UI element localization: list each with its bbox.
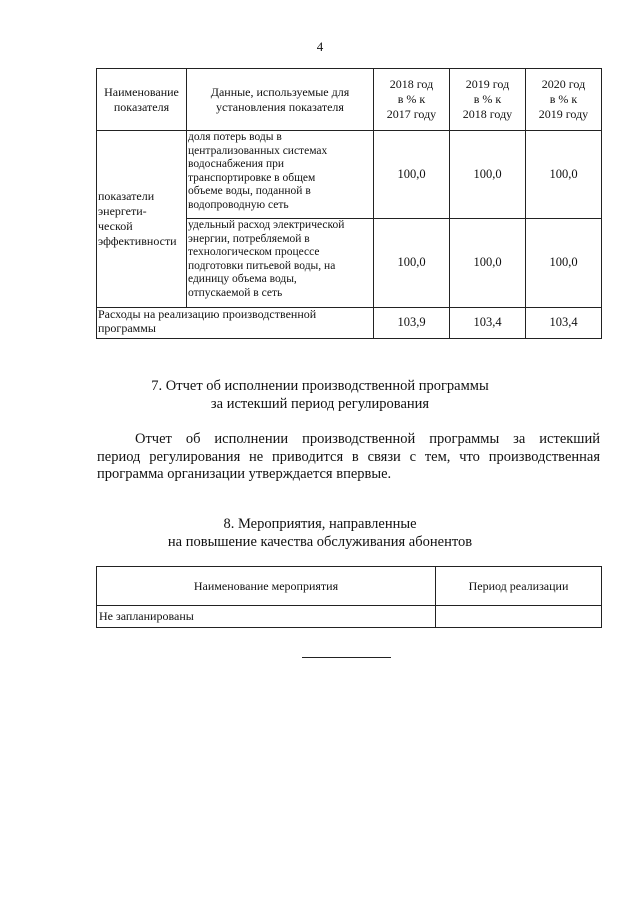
header-2020: 2020 год в % к 2019 году bbox=[526, 69, 602, 131]
measure-name: Не запланированы bbox=[97, 606, 436, 628]
expenses-2020: 103,4 bbox=[526, 308, 602, 339]
measures-table bbox=[96, 566, 602, 628]
table-row bbox=[97, 606, 602, 628]
electricity-use-2018: 100,0 bbox=[374, 219, 450, 308]
electricity-use-2020: 100,0 bbox=[526, 219, 602, 308]
header-2018: 2018 год в % к 2017 году bbox=[374, 69, 450, 131]
expenses-label: Расходы на реализацию производственной программы bbox=[97, 308, 374, 339]
end-divider bbox=[302, 657, 391, 658]
section-7-paragraph: Отчет об исполнении производственной программы за истекший период регулирования не приводится в связи с тем, что производственная программа организации утверждается впервые. bbox=[97, 431, 600, 482]
electricity-use-2019: 100,0 bbox=[450, 219, 526, 308]
table-header-row bbox=[97, 567, 602, 606]
expenses-2018: 103,9 bbox=[374, 308, 450, 339]
water-loss-2020: 100,0 bbox=[526, 131, 602, 219]
table-row bbox=[97, 131, 602, 219]
page-number: 4 bbox=[316, 39, 324, 54]
section-7-title: 7. Отчет об исполнении производственной программы за истекший период регулирования bbox=[151, 378, 489, 412]
efficiency-indicators-table bbox=[96, 68, 602, 339]
header-measure-name: Наименование мероприятия bbox=[97, 567, 436, 606]
header-indicator-name: Наименование показателя bbox=[97, 69, 187, 131]
indicator-group-name: показатели энергети- ческой эффективности bbox=[97, 131, 187, 308]
water-loss-2018: 100,0 bbox=[374, 131, 450, 219]
header-period: Период реализации bbox=[436, 567, 602, 606]
water-loss-description: доля потерь воды в централизованных системах водоснабжения при транспортировке в общем объеме воды, поданной в водопроводную сеть bbox=[187, 131, 374, 219]
table-row bbox=[97, 308, 602, 339]
table-header-row bbox=[97, 69, 602, 131]
expenses-2019: 103,4 bbox=[450, 308, 526, 339]
measure-period bbox=[436, 606, 602, 628]
header-data-used: Данные, используемые для установления показателя bbox=[187, 69, 374, 131]
header-2019: 2019 год в % к 2018 году bbox=[450, 69, 526, 131]
section-8-title: 8. Мероприятия, направленные на повышение качества обслуживания абонентов bbox=[167, 516, 473, 550]
electricity-use-description: удельный расход электрической энергии, потребляемой в технологическом процессе подготовки питьевой воды, на единицу объема воды, отпускаемой в сеть bbox=[187, 219, 374, 308]
water-loss-2019: 100,0 bbox=[450, 131, 526, 219]
